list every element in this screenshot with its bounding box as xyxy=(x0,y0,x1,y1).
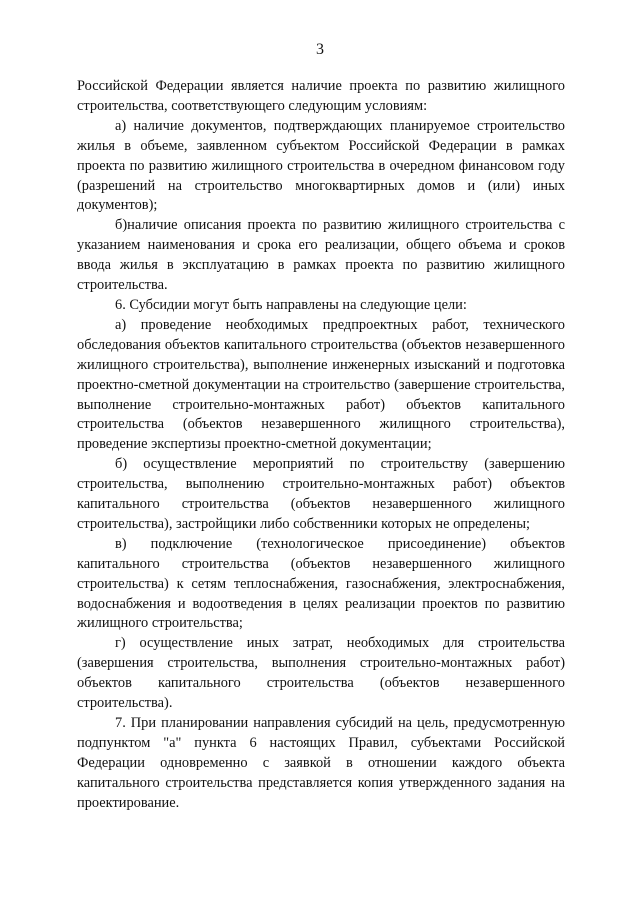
paragraph-item-7: 7. При планировании направления субсидий на цель, предусмотренную подпунктом "а" пункта 6 настоящих Правил, субъектами Российской Федерации одновременно с заявкой в отношении каждого объекта капитального строительства представляется копия утвержденного задания на проектирование. xyxy=(77,715,565,811)
paragraph-item-6: 6. Субсидии могут быть направлены на следующие цели: xyxy=(115,296,467,313)
paragraph-continuation: Российской Федерации является наличие проекта по развитию жилищного строительства, соответствующего следующим условиям: xyxy=(77,78,565,114)
paragraph-item-6v: в) подключение (технологическое присоединение) объектов капитального строительства (объектов незавершенного жилищного строительства) к сетям теплоснабжения, газоснабжения, электроснабжения, водоснабжения и водоотведения в целях реализации проектов по развитию жилищного строительства; xyxy=(77,535,565,632)
paragraph-item-6a: а) проведение необходимых предпроектных работ, технического обследования объектов капитального строительства (объектов незавершенного жилищного строительства), выполнение инженерных изысканий и подготовка проектно-сметной документации на строительство (завершение строительства, выполнение строительно-монтажных работ) объектов капитального строительства (объектов незавершенного жилищного строительства), проведение экспертизы проектно-сметной документации; xyxy=(77,316,565,453)
paragraph-condition-b: б)наличие описания проекта по развитию жилищного строительства с указанием наименования и срока его реализации, общего объема и сроков ввода жилья в эксплуатацию в рамках проекта по развитию жилищного строительства. xyxy=(77,217,565,294)
page-number: 3 xyxy=(316,41,324,58)
paragraph-item-6b: б) осуществление мероприятий по строительству (завершению строительства, выполнению строительно-монтажных работ) объектов капитального строительства (объектов незавершенного жилищного строительства), застройщики либо собственники которых не определены; xyxy=(77,456,565,532)
document-body xyxy=(77,77,565,814)
paragraph-condition-a: а) наличие документов, подтверждающих планируемое строительство жилья в объеме, заявленном субъектом Российской Федерации в рамках проекта по развитию жилищного строительства в очередном финансовом году (разрешений на строительство многоквартирных домов и (или) иных документов); xyxy=(77,117,565,214)
paragraph-item-6g: г) осуществление иных затрат, необходимых для строительства (завершения строительства, выполнения строительно-монтажных работ) объектов капитального строительства (объектов незавершенного строительства). xyxy=(77,635,565,712)
